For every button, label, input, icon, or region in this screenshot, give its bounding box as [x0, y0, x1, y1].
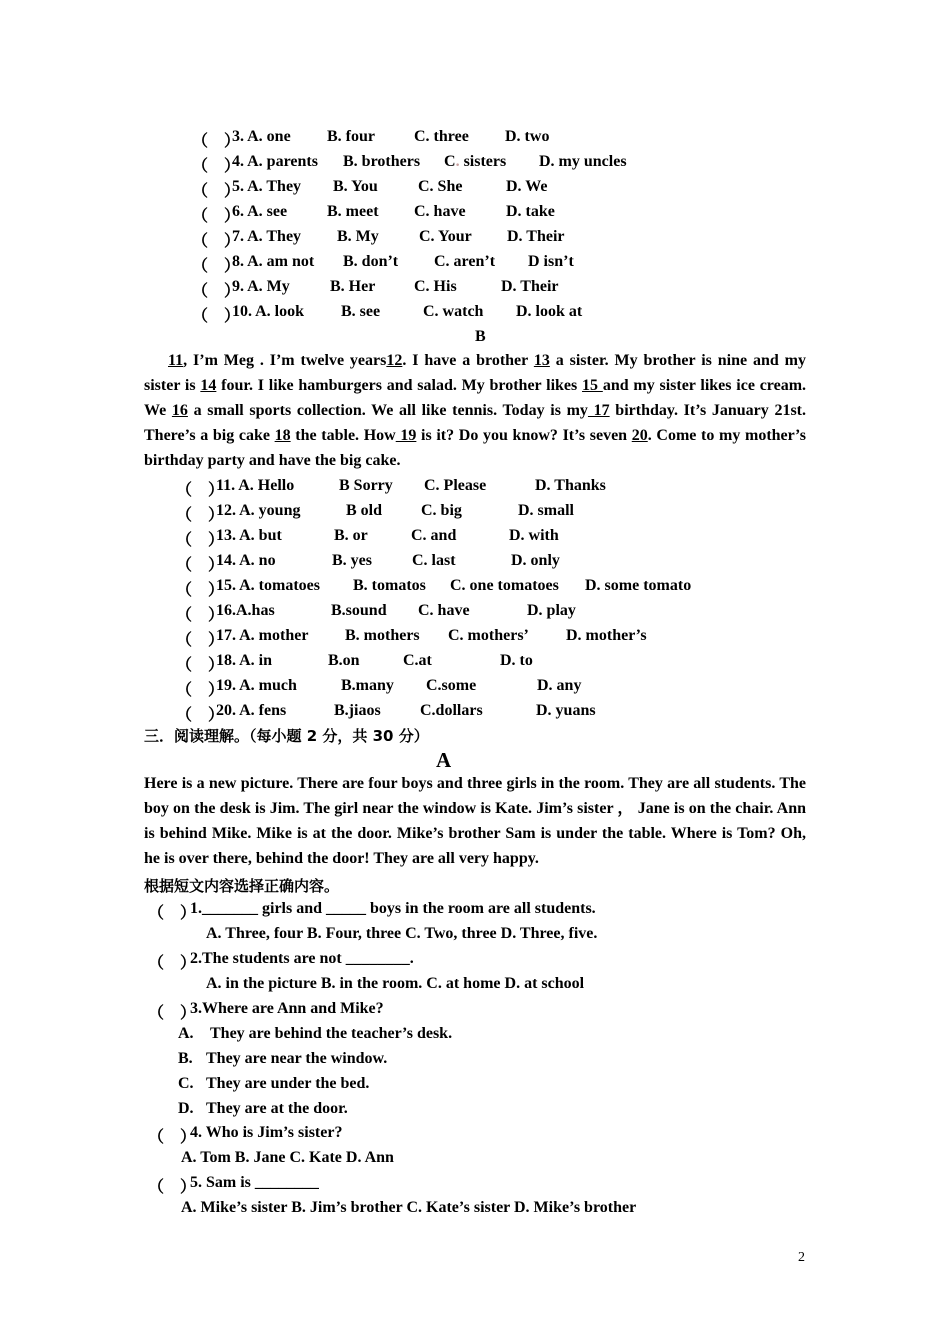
option-d: D. Their	[507, 228, 565, 245]
option-b: B.sound	[331, 602, 387, 619]
blank-16: 16	[171, 401, 188, 419]
blank-20: 20	[631, 426, 648, 444]
option-b: B.jiaos	[334, 702, 381, 719]
section-3-title: 三．阅读理解。（每小题 2 分，共 30 分）	[144, 727, 429, 745]
answer-paren: （ ）	[176, 532, 225, 549]
option-a: 4. A. parents	[232, 153, 318, 170]
option-c: C. last	[412, 552, 456, 569]
option-text: They are at the door.	[206, 1100, 348, 1117]
passage-text: four. I like hamburgers and salad. My brother likes	[216, 376, 583, 394]
answer-paren: （ ）	[148, 1129, 197, 1146]
blank-19: 19	[395, 426, 417, 444]
passage-text: , I’m Meg . I’m twelve years	[183, 352, 387, 369]
answer-paren: （ ）	[192, 183, 241, 200]
passage-text: . I have a brother	[402, 352, 534, 369]
question-stem: 1._______ girls and _____ boys in the room are all students.	[190, 900, 596, 917]
option-d: D. small	[518, 502, 574, 519]
option-a: 18. A. in	[216, 652, 273, 669]
option-label: B.	[178, 1050, 193, 1067]
answer-paren: （ ）	[176, 632, 225, 649]
passage-text: a small sports collection. We all like tennis. Today is my	[187, 401, 588, 419]
option-text: They are under the bed.	[206, 1075, 370, 1092]
option-d: D. two	[505, 128, 550, 145]
option-a: 10. A. look	[232, 303, 305, 320]
answer-paren: （ ）	[176, 682, 225, 699]
option-b: B. mothers	[345, 627, 420, 644]
passage-text: a sister. My brother is nine and my sister is	[144, 352, 806, 394]
option-a: 8. A. am not	[232, 253, 315, 270]
blank-12: 12	[386, 352, 403, 369]
option-d: D. Thanks	[535, 477, 606, 494]
option-b: B Sorry	[339, 477, 393, 494]
option-d: D. any	[537, 677, 582, 694]
option-c: C. aren’t	[434, 253, 496, 270]
option-a: 19. A. much	[216, 677, 297, 694]
reading-question-2-options: A. in the picture B. in the room. C. at home D. at school	[206, 975, 585, 992]
option-b: B. yes	[332, 552, 372, 569]
question-stem: 3.Where are Ann and Mike?	[190, 1000, 384, 1017]
option-c-text: sisters	[459, 153, 507, 170]
option-c: C. Please	[424, 477, 487, 494]
blank-17: 17	[587, 401, 610, 419]
option-d: D. play	[527, 602, 576, 619]
option-c: C. Your	[419, 228, 472, 245]
answer-paren: （ ）	[176, 507, 225, 524]
section-b-heading: B	[475, 328, 486, 345]
option-c: C. mothers’	[448, 627, 529, 644]
option-c: C. have	[418, 602, 470, 619]
page-number: 2	[798, 1250, 805, 1265]
option-c: C.at	[403, 652, 432, 669]
reading-question-5-options: A. Mike’s sister B. Jim’s brother C. Kate’s sister D. Mike’s brother	[181, 1199, 637, 1216]
option-c: C. have	[414, 203, 466, 220]
option-d: D. to	[500, 652, 533, 669]
blank-18: 18	[274, 426, 291, 444]
option-a: 15. A. tomatoes	[216, 577, 320, 594]
question-stem: 2.The students are not ________.	[190, 950, 414, 967]
option-b: B. Her	[330, 278, 376, 295]
question-stem: 4. Who is Jim’s sister?	[190, 1124, 343, 1141]
option-b: B old	[346, 502, 383, 519]
reading-passage: Here is a new picture. There are four boys and three girls in the room. They are all students. The boy on the desk is Jim. The girl near the window is Kate. Jim’s sister ， Jane is on the chair. Ann is behind Mike. Mike is at the door. Mike’s brother Sam is under the table. Where is Tom? Oh, he is over there, behind the door! They are all very happy.	[144, 775, 806, 867]
instruction: 根据短文内容选择正确内容。	[144, 877, 340, 895]
option-b: B. see	[341, 303, 381, 320]
option-a: 17. A. mother	[216, 627, 309, 644]
option-d: D. only	[511, 552, 560, 569]
option-a: 16.A.has	[216, 602, 275, 619]
option-label: C.	[178, 1075, 194, 1092]
option-b: B. My	[337, 228, 379, 245]
option-a: 5. A. They	[232, 178, 302, 195]
option-b: B. meet	[327, 203, 379, 220]
passage-text: and my sister likes ice cream. We	[144, 376, 807, 419]
passage-text: birthday. It’s January 21st. There’s a big cake	[144, 401, 807, 444]
option-label: D.	[178, 1100, 194, 1117]
option-b: B.many	[341, 677, 394, 694]
option-c: C. and	[411, 527, 457, 544]
passage-a-heading: A	[436, 748, 452, 772]
answer-paren: （ ）	[192, 308, 241, 325]
answer-paren: （ ）	[192, 208, 241, 225]
option-d: D. take	[506, 203, 555, 220]
answer-paren: （ ）	[176, 582, 225, 599]
option-b: B.on	[328, 652, 360, 669]
option-c: C. His	[414, 278, 457, 295]
option-c: C.some	[426, 677, 477, 694]
option-a: 7. A. They	[232, 228, 302, 245]
blank-14: 14	[200, 376, 217, 394]
option-text: They are behind the teacher’s desk.	[210, 1025, 453, 1042]
option-d: D. yuans	[536, 702, 596, 719]
option-b: B. or	[334, 527, 368, 544]
blank-11: 11	[168, 352, 184, 369]
option-c: C. She	[418, 178, 463, 195]
option-b: B. brothers	[343, 153, 421, 170]
blank-13: 13	[533, 352, 550, 369]
option-a: 11. A. Hello	[216, 477, 295, 494]
option-b: B. You	[333, 178, 378, 195]
passage-text: . Come to my mother’s birthday party and have the big cake.	[144, 426, 807, 469]
option-a: 12. A. young	[216, 502, 301, 519]
option-c: C. watch	[423, 303, 484, 320]
option-label: A.	[178, 1025, 194, 1042]
answer-paren: （ ）	[192, 233, 241, 250]
option-c-dot: .	[455, 153, 460, 170]
option-a: 20. A. fens	[216, 702, 287, 719]
passage-text: the table. How	[290, 426, 396, 444]
option-d: D isn’t	[528, 253, 574, 270]
option-d: D. We	[506, 178, 548, 195]
answer-paren: （ ）	[176, 557, 225, 574]
option-c-letter: C	[444, 153, 456, 170]
option-a: 9. A. My	[232, 278, 290, 295]
option-a: 3. A. one	[232, 128, 291, 145]
option-text: They are near the window.	[206, 1050, 388, 1067]
passage-text: is it? Do you know? It’s seven	[416, 426, 632, 444]
option-d: D. mother’s	[566, 627, 647, 644]
reading-question-1-options: A. Three, four B. Four, three C. Two, three D. Three, five.	[206, 925, 598, 942]
option-d: D. Their	[501, 278, 559, 295]
option-d: D. with	[509, 527, 559, 544]
option-d: D. some tomato	[585, 577, 692, 594]
option-c: C.dollars	[420, 702, 483, 719]
option-c: C. one tomatoes	[450, 577, 559, 594]
answer-paren: （ ）	[176, 482, 225, 499]
answer-paren: （ ）	[192, 133, 241, 150]
answer-paren: （ ）	[148, 1179, 197, 1196]
option-b: B. tomatos	[353, 577, 426, 594]
option-b: B. don’t	[343, 253, 399, 270]
option-a: 6. A. see	[232, 203, 288, 220]
answer-paren: （ ）	[148, 905, 197, 922]
option-c	[444, 153, 506, 171]
answer-paren: （ ）	[148, 1005, 197, 1022]
answer-paren: （ ）	[192, 258, 241, 275]
cloze-passage	[144, 349, 806, 474]
option-b: B. four	[327, 128, 375, 145]
option-c: C. three	[414, 128, 469, 145]
option-a: 13. A. but	[216, 527, 282, 544]
answer-paren: （ ）	[192, 158, 241, 175]
answer-paren: （ ）	[176, 657, 225, 674]
answer-paren: （ ）	[192, 283, 241, 300]
answer-paren: （ ）	[176, 707, 225, 724]
reading-question-4-options: A. Tom B. Jane C. Kate D. Ann	[181, 1149, 394, 1166]
option-d: D. look at	[516, 303, 583, 320]
option-a: 14. A. no	[216, 552, 276, 569]
blank-15: 15	[582, 376, 603, 394]
option-c: C. big	[421, 502, 462, 519]
question-stem: 5. Sam is ________	[190, 1174, 319, 1191]
answer-paren: （ ）	[148, 955, 197, 972]
answer-paren: （ ）	[176, 607, 225, 624]
option-d: D. my uncles	[539, 153, 627, 170]
